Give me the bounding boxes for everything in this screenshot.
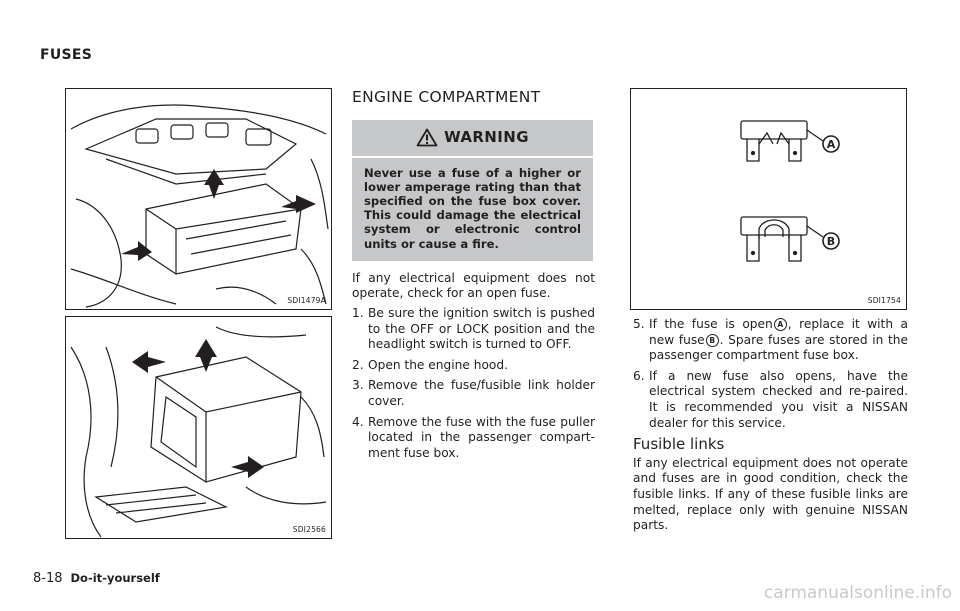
list-item	[352, 358, 595, 374]
subsection-heading: Fusible links	[633, 435, 725, 454]
section-heading: ENGINE COMPARTMENT	[352, 88, 541, 106]
list-item	[352, 306, 595, 353]
figure-fuses	[630, 88, 907, 310]
list-item	[633, 317, 908, 364]
step5-text-part: . Spare fuses are stored in the passenger compartment fuse box.	[649, 332, 908, 363]
right-column	[633, 317, 908, 538]
step5-text-part: , replace it with a new fuse	[649, 317, 908, 347]
step-number: 2.	[352, 357, 364, 372]
fusible-paragraph: If any electrical equipment does not operate and fuses are in good condition, check the fusible links. If any of these fusible links are melted, replace only with genuine NISSAN parts.	[633, 455, 908, 533]
warning-text: Never use a fuse of a higher or lower amperage rating than that specified on the fuse box cover. This could damage the electrical system or electronic control units or cause a fire.	[364, 165, 581, 251]
steps-list	[352, 306, 595, 461]
step-number: 1.	[352, 306, 364, 320]
fuse-label-b: B	[826, 235, 836, 248]
chapter-label: Do-it-yourself	[70, 571, 160, 585]
fuse-label-a: A	[826, 138, 836, 151]
page-number: 8-18	[33, 571, 63, 586]
step-number: 3.	[352, 378, 364, 393]
list-item	[352, 378, 595, 409]
watermark: carmanualsonline.info	[763, 583, 952, 603]
section-title: FUSES	[40, 47, 93, 63]
step-number: 4.	[352, 414, 364, 429]
step-text: Open the engine hood.	[368, 357, 508, 372]
figure-fuse-box	[65, 316, 332, 539]
step-text: Be sure the ignition switch is pushed to the OFF or LOCK position and the headlight switch is turned to OFF.	[368, 306, 595, 352]
step-text: Remove the fuse/fusible link holder cover.	[368, 378, 595, 408]
step-number: 6.	[633, 368, 645, 383]
figure-caption: SDI1754	[867, 296, 901, 305]
warning-box	[352, 120, 593, 261]
figure-engine-compartment	[65, 88, 332, 310]
circled-a-icon: A	[774, 318, 787, 331]
intro-paragraph: If any electrical equipment does not operate, check for an open fuse.	[352, 270, 595, 301]
warning-triangle-icon	[416, 128, 438, 147]
engine-compartment-illustration	[66, 89, 331, 309]
circled-b-icon: B	[706, 334, 719, 347]
fuse-box-illustration	[66, 317, 331, 538]
step-number: 5.	[633, 317, 645, 331]
step-text: If a new fuse also opens, have the electrical system checked and re-paired. It is recommended you visit a NISSAN dealer for this service.	[649, 368, 908, 430]
figure-caption: SDI1479A	[287, 296, 326, 305]
engine-compartment-column	[352, 90, 595, 466]
warning-title: WARNING	[444, 127, 529, 146]
warning-header	[352, 120, 593, 158]
list-item	[352, 415, 595, 462]
step5-text-part: If the fuse is open	[649, 317, 773, 331]
step-text	[649, 317, 908, 364]
fuse-illustration	[631, 89, 906, 309]
figure-caption: SDI2566	[292, 525, 326, 534]
steps-list-continued	[633, 317, 908, 431]
list-item	[633, 369, 908, 431]
step-text: Remove the fuse with the fuse puller located in the passenger compart-ment fuse box.	[368, 414, 595, 460]
page-footer	[33, 570, 160, 586]
